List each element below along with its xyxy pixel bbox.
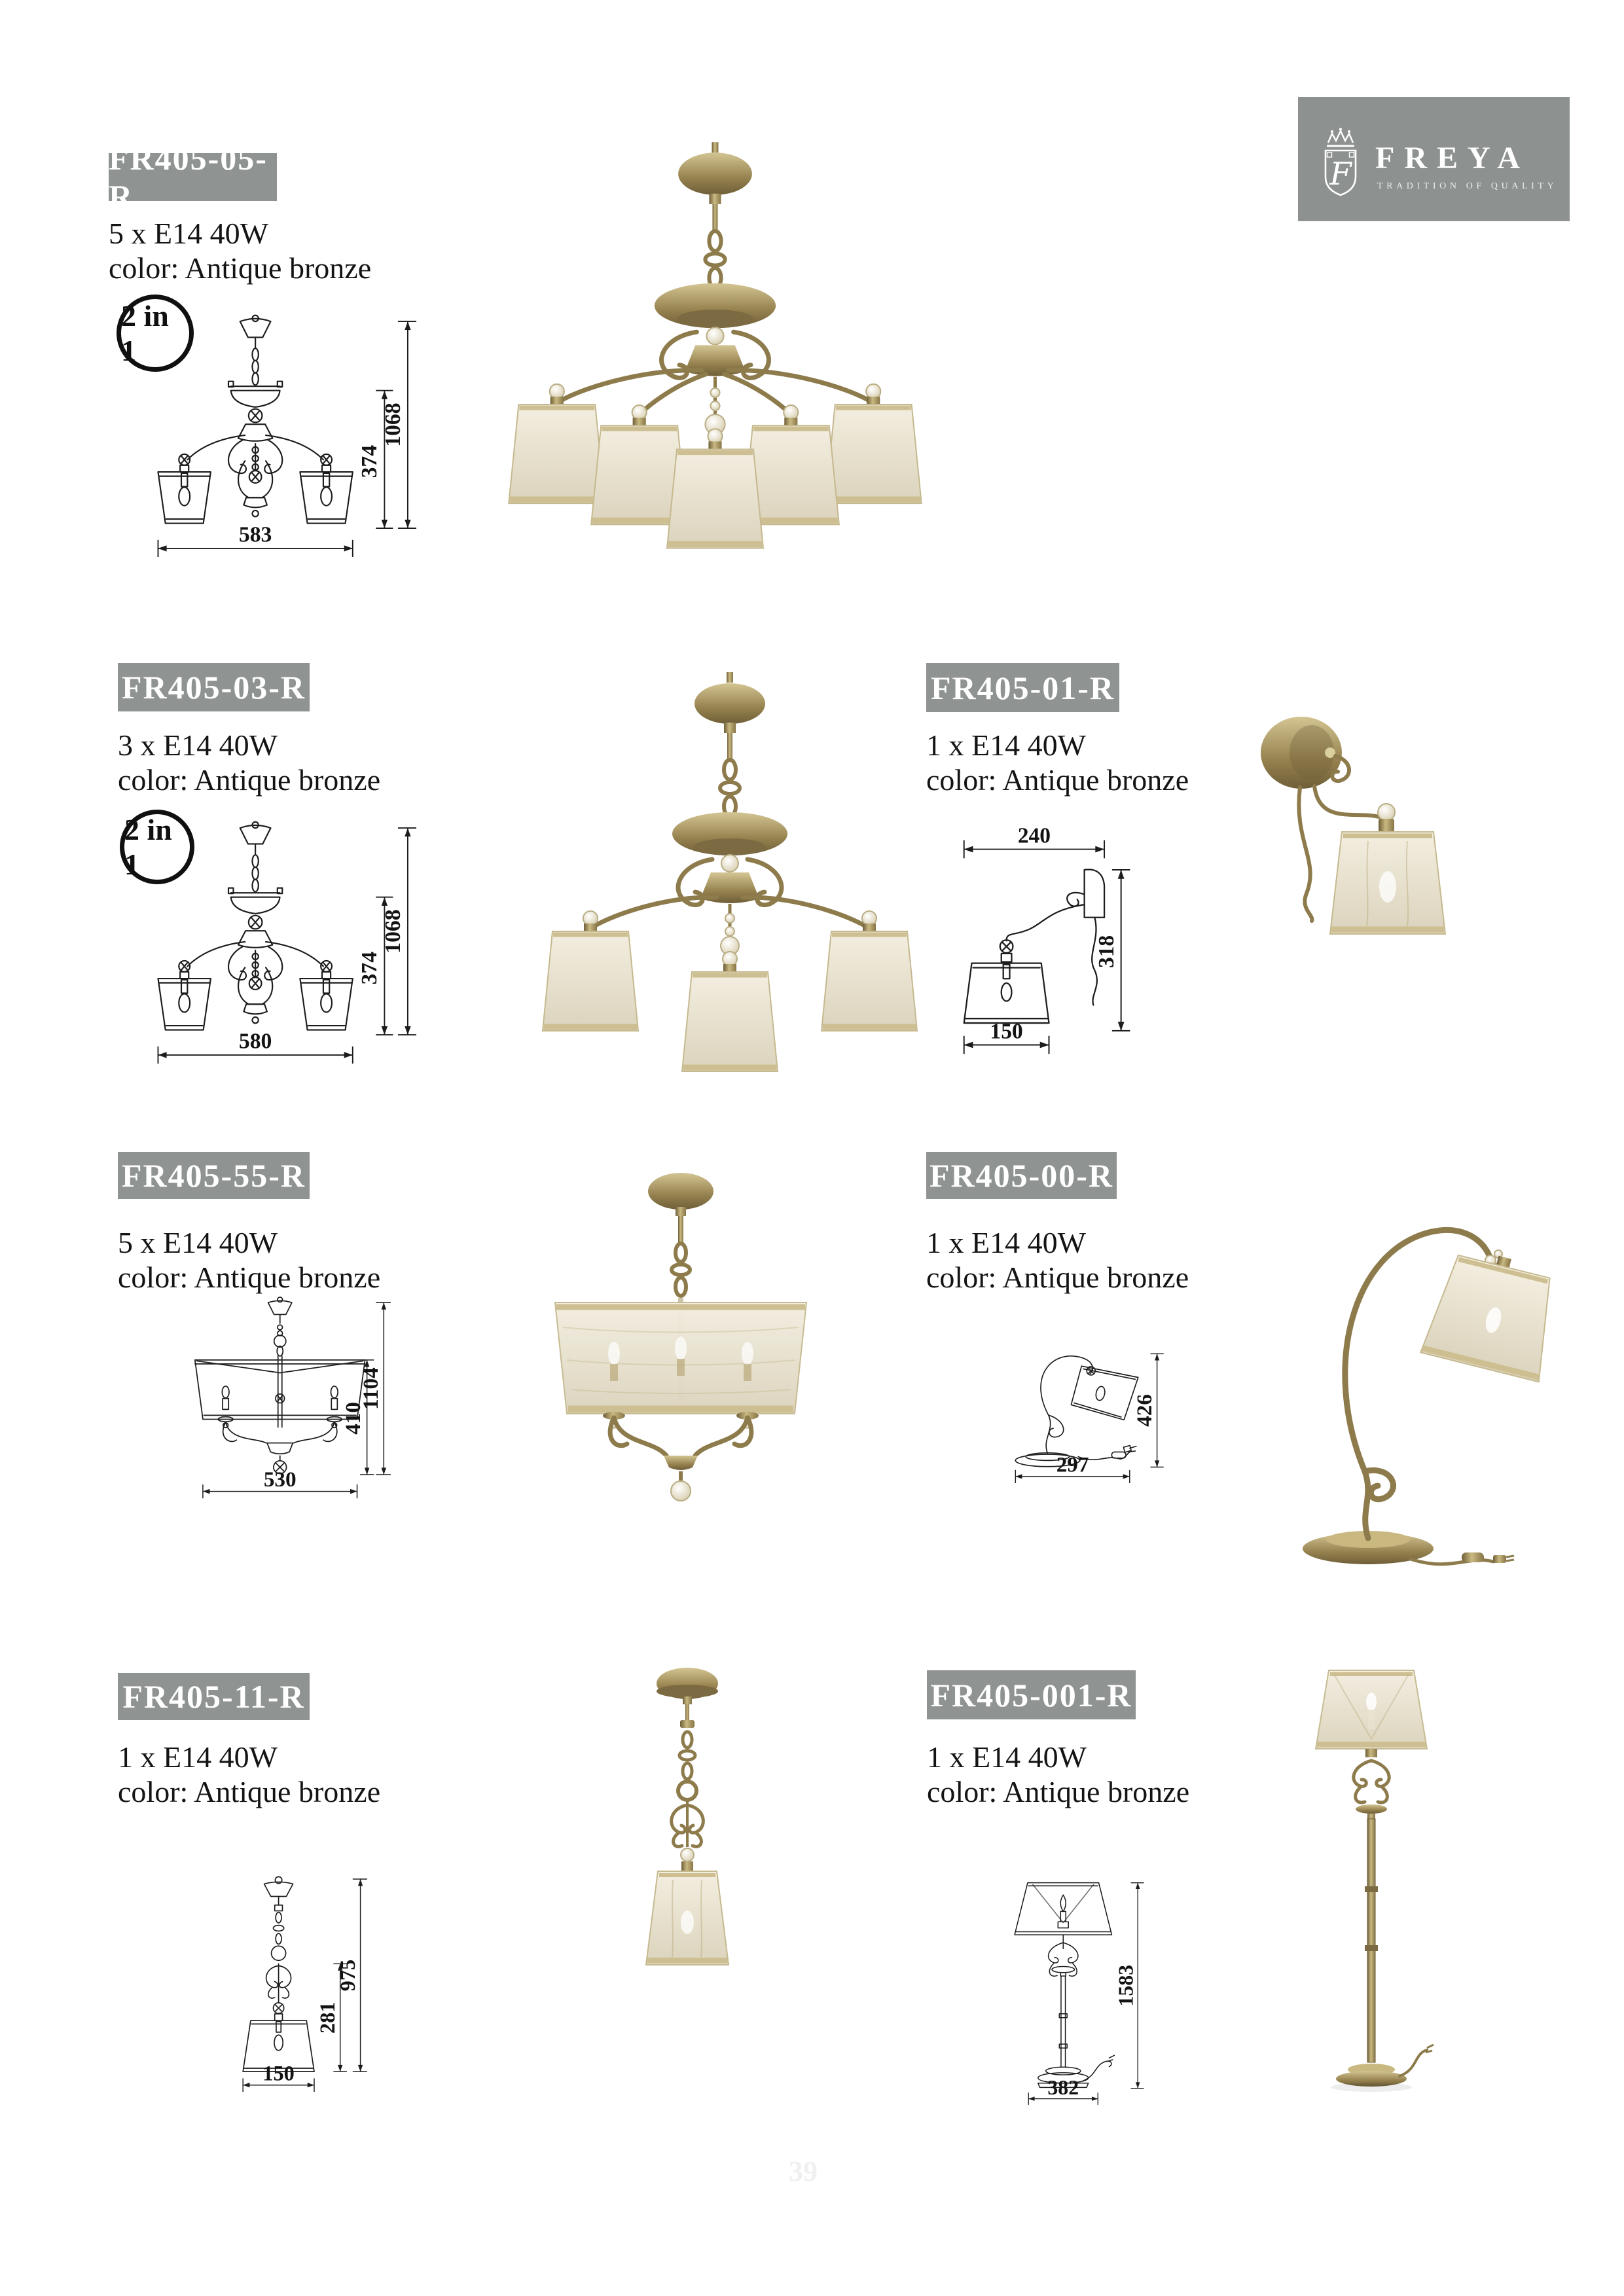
width-value: 150 (990, 1019, 1023, 1044)
width-value: 580 (238, 1029, 272, 1054)
product-photo-five-light-chandelier (484, 141, 946, 569)
chandelier-line-art (158, 822, 352, 1030)
width-dimension (158, 1030, 352, 1064)
body-height-value: 281 (315, 2001, 339, 2034)
lamp-spec: 5 x E14 40W (118, 1226, 278, 1259)
sku-label: FR405-01-R (926, 663, 1119, 712)
total-height-value: 1068 (380, 403, 405, 447)
top-width-dimension (964, 824, 1104, 859)
width-dimension (1028, 2076, 1098, 2105)
drum-chandelier-photo-art (555, 1173, 806, 1501)
product-photo-table-lamp (1254, 1152, 1568, 1584)
dimension-drawing-floor-lamp (985, 1871, 1159, 2105)
lamp-spec: 1 x E14 40W (926, 728, 1087, 762)
lamp-spec: 3 x E14 40W (118, 728, 278, 762)
sku-label: FR405-001-R (927, 1670, 1136, 1719)
freya-crest-icon (1320, 128, 1361, 198)
width-value: 382 (1047, 2075, 1079, 2099)
sku-label: FR405-55-R (118, 1152, 310, 1199)
product-photo-drum-chandelier (517, 1164, 844, 1566)
sku-label: FR405-11-R (118, 1673, 310, 1720)
height-dimensions (357, 321, 416, 528)
dimension-drawing-wall-lamp (952, 823, 1146, 1064)
width-dimension (203, 1467, 357, 1498)
lamp-spec: 1 x E14 40W (926, 1226, 1087, 1259)
dimension-drawing-pendant (216, 1873, 380, 2100)
lamp-spec: 1 x E14 40W (927, 1740, 1087, 1774)
body-height-value: 410 (341, 1402, 366, 1435)
product-spec (118, 728, 576, 798)
brand-logo-box (1298, 97, 1570, 221)
width-dimension (158, 523, 352, 557)
chandelier-photo-art (509, 142, 921, 548)
height-value: 318 (1094, 935, 1119, 968)
width-value: 297 (1056, 1452, 1089, 1477)
height-dimension (1094, 870, 1130, 1031)
total-height-value: 1068 (380, 909, 405, 954)
sku-label: FR405-05-R (109, 153, 277, 201)
finish-spec: color: Antique bronze (926, 1261, 1189, 1295)
lamp-spec: 5 x E14 40W (109, 217, 269, 250)
total-height-value: 1104 (359, 1367, 384, 1410)
product-photo-floor-lamp (1303, 1657, 1440, 2125)
two-in-one-badge: 2 in 1 (120, 810, 194, 884)
pendant-photo-art (646, 1668, 729, 1965)
two-in-one-badge: 2 in 1 (117, 295, 194, 372)
finish-spec: color: Antique bronze (118, 1261, 381, 1295)
finish-spec: color: Antique bronze (926, 763, 1189, 797)
shade (825, 384, 922, 503)
width-value: 530 (263, 1467, 297, 1492)
page-number: 39 (789, 2155, 818, 2187)
shade (682, 952, 778, 1071)
shade (667, 429, 763, 548)
finish-spec: color: Antique bronze (118, 1775, 381, 1809)
brand-tagline: TRADITION OF QUALITY (1377, 181, 1558, 191)
table-lamp-photo-art (1303, 1230, 1566, 1564)
width-dimension (243, 2061, 314, 2092)
floor-lamp-line-art (1015, 1883, 1114, 2088)
shade (821, 911, 917, 1031)
shade (543, 911, 638, 1031)
tilted-shade (1420, 1243, 1566, 1382)
pendant-line-art (243, 1876, 314, 2072)
drum-chandelier-line-art (195, 1297, 365, 1474)
sku-label: FR405-03-R (118, 663, 310, 711)
total-height-value: 975 (335, 1959, 359, 1992)
brand-monogram: F (1329, 156, 1352, 192)
height-dimensions (357, 828, 416, 1035)
product-photo-wall-lamp (1244, 691, 1460, 952)
height-dimensions (341, 1302, 391, 1475)
height-dimension (1132, 1354, 1164, 1467)
table-lamp-line-art (1015, 1356, 1138, 1467)
sku-label: FR405-00-R (926, 1152, 1117, 1199)
dimension-drawing-chandelier-5 (141, 313, 429, 576)
brand-name: FREYA (1375, 141, 1530, 175)
top-width-value: 240 (1017, 823, 1051, 848)
product-photo-three-light-chandelier (517, 671, 943, 1093)
width-value: 150 (262, 2061, 295, 2085)
body-height-value: 374 (357, 444, 382, 478)
finish-spec: color: Antique bronze (118, 763, 381, 797)
wall-lamp-line-art (964, 870, 1104, 1024)
height-value: 426 (1132, 1394, 1157, 1427)
product-spec (118, 1740, 576, 1810)
finish-spec: color: Antique bronze (927, 1775, 1190, 1809)
shade (509, 384, 605, 503)
width-value: 583 (238, 522, 272, 547)
product-spec (118, 1225, 576, 1295)
finish-spec: color: Antique bronze (109, 251, 372, 285)
height-value: 1583 (1114, 1964, 1138, 2007)
dimension-drawing-drum-chandelier (160, 1295, 403, 1507)
wall-lamp-photo-art (1261, 717, 1445, 934)
chandelier-photo-art (543, 672, 917, 1071)
product-photo-pendant (622, 1657, 753, 2011)
height-dimension (1114, 1883, 1144, 2089)
chandelier-line-art (158, 315, 352, 524)
lamp-spec: 1 x E14 40W (118, 1740, 278, 1774)
height-dimensions (316, 1879, 367, 2072)
body-height-value: 374 (357, 951, 382, 985)
dimension-drawing-chandelier-3 (141, 819, 429, 1083)
width-dimension (964, 1020, 1049, 1054)
dimension-drawing-table-lamp (972, 1310, 1175, 1485)
floor-lamp-photo-art (1316, 1670, 1434, 2092)
